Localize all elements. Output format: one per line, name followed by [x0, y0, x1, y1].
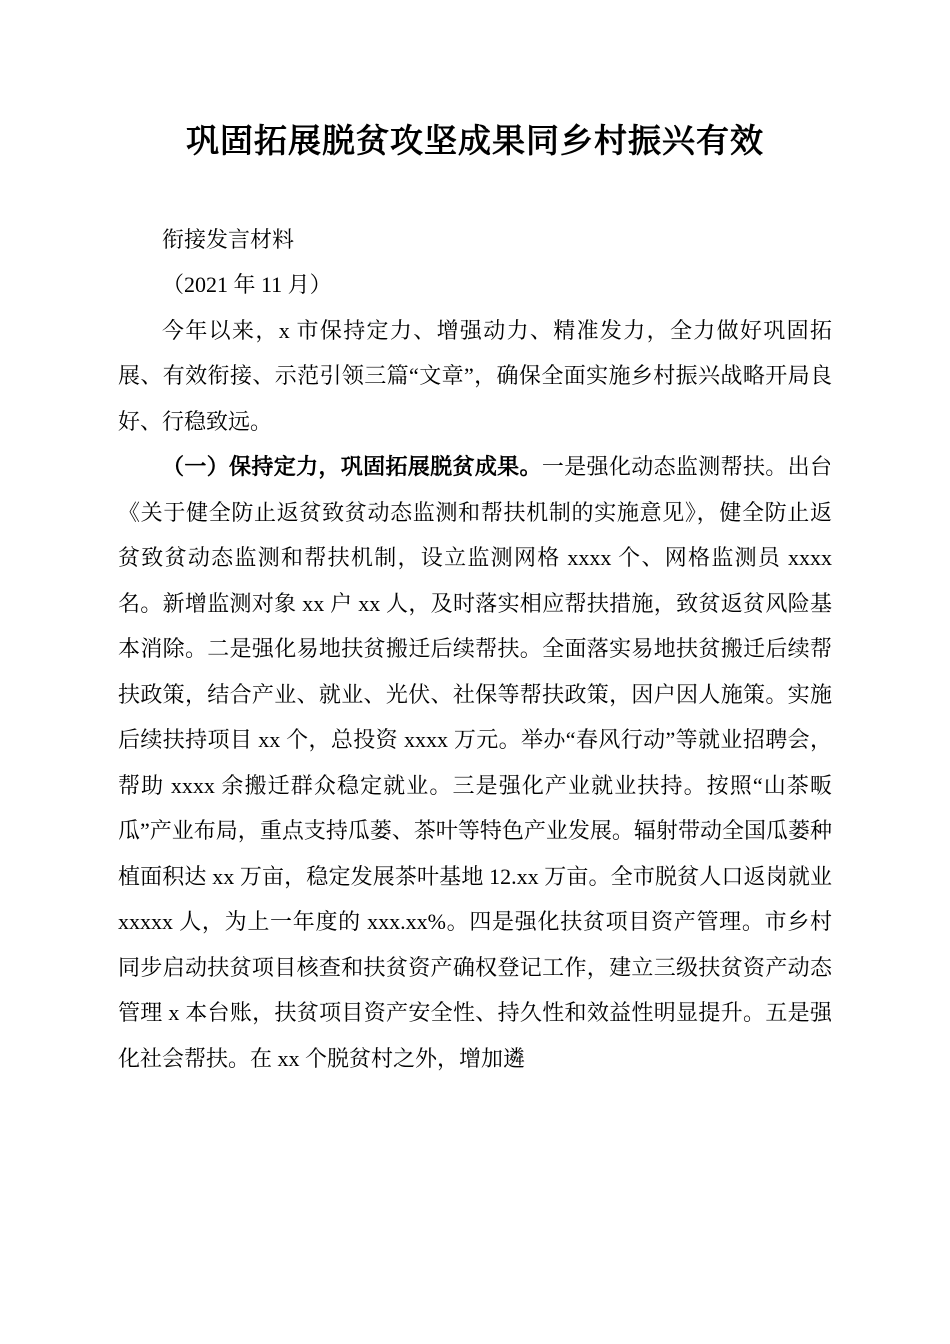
subtitle-line: 衔接发言材料 — [162, 226, 295, 252]
page-title: 巩固拓展脱贫攻坚成果同乡村振兴有效 — [186, 124, 764, 160]
intro-paragraph: 今年以来，x 市保持定力、增强动力、精准发力，全力做好巩固拓展、有效衔接、示范引领三篇“文章”，确保全面实施乡村振兴战略开局良好、行稳致远。 — [118, 317, 832, 434]
date-line: （2021 年 11 月） — [162, 272, 332, 298]
section-lead: （一）保持定力，巩固拓展脱贫成果。 — [162, 454, 542, 480]
section-paragraph — [118, 444, 832, 1081]
section-body-text: 一是强化动态监测帮扶。出台《关于健全防止返贫致贫动态监测和帮扶机制的实施意见》，健全防止返贫致贫动态监测和帮扶机制，设立监测网格 xxxx 个、网格监测员 xxxx 名。新增监测对象 xx 户 xx 人，及时落实相应帮扶措施，致贫返贫风险基本消除。二是强化易地扶贫搬迁后续帮扶。全面落实易地扶贫搬迁后续帮扶政策，结合产业、就业、光伏、社保等帮扶政策，因户因人施策。实施后续扶持项目 xx 个，总投资 xxxx 万元。举办“春风行动”等就业招聘会，帮助 xxxx 余搬迁群众稳定就业。三是强化产业就业扶持。按照“山茶畈瓜”产业布局，重点支持瓜蒌、茶叶等特色产业发展。辐射带动全国瓜蒌种植面积达 xx 万亩，稳定发展茶叶基地 12.xx 万亩。全市脱贫人口返岗就业 xxxxx 人，为上一年度的 xxx.xx%。四是强化扶贫项目资产管理。市乡村同步启动扶贫项目核查和扶贫资产确权登记工作，建立三级扶贫资产动态管理 x 本台账，扶贫项目资产安全性、持久性和效益性明显提升。五是强化社会帮扶。在 xx 个脱贫村之外，增加遴 — [118, 454, 832, 1071]
